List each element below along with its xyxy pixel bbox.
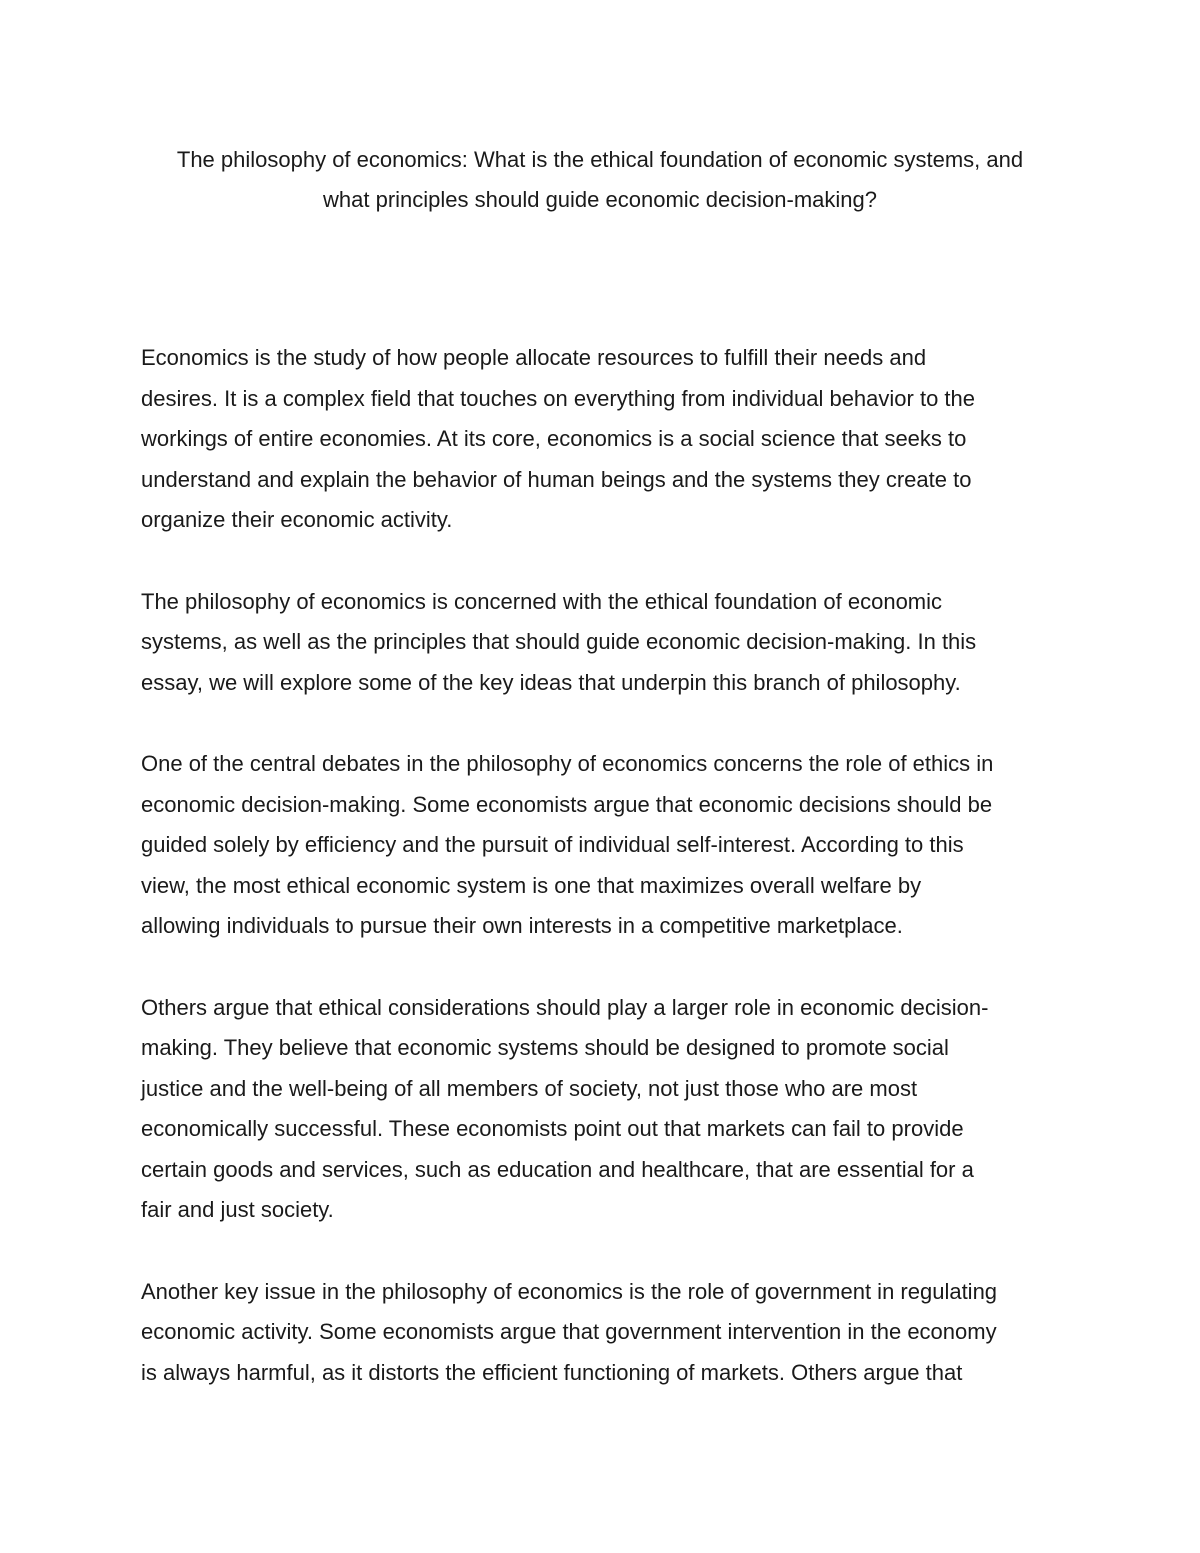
paragraph-2 [141, 582, 1061, 704]
text-line: economic decision-making. Some economists argue that economic decisions should be [141, 791, 993, 817]
text-line: Another key issue in the philosophy of economics is the role of government in regulating [141, 1278, 998, 1304]
text-line: allowing individuals to pursue their own interests in a competitive marketplace. [141, 913, 903, 939]
text-line: certain goods and services, such as education and healthcare, that are essential for a [141, 1156, 974, 1182]
text-line: desires. It is a complex field that touches on everything from individual behavior to the [141, 385, 976, 411]
text-line: guided solely by efficiency and the pursuit of individual self-interest. According to this [141, 832, 964, 858]
text-line: Others argue that ethical considerations should play a larger role in economic decision- [141, 994, 989, 1020]
text-line: making. They believe that economic systems should be designed to promote social [141, 1035, 949, 1061]
paragraph-3 [141, 744, 1061, 947]
text-line: economic activity. Some economists argue that government intervention in the economy [141, 1319, 997, 1345]
text-line: economically successful. These economists point out that markets can fail to provide [141, 1116, 964, 1142]
text-line: organize their economic activity. [141, 507, 453, 533]
text-line: fair and just society. [141, 1197, 334, 1223]
text-line: workings of entire economies. At its core, economics is a social science that seeks to [141, 426, 967, 452]
text-line: systems, as well as the principles that should guide economic decision-making. In this [141, 629, 977, 655]
text-line: Economics is the study of how people allocate resources to fulfill their needs and [141, 345, 927, 370]
paragraph-1 [141, 338, 1061, 541]
text-line: One of the central debates in the philosophy of economics concerns the role of ethics in [141, 750, 994, 776]
paragraph-4 [141, 988, 1061, 1232]
text-line: view, the most ethical economic system is one that maximizes overall welfare by [141, 872, 922, 898]
title-line: what principles should guide economic decision-making? [323, 187, 877, 212]
paragraph-5 [141, 1272, 1061, 1394]
document-body [141, 338, 1061, 1434]
text-line: justice and the well-being of all members of society, not just those who are most [141, 1075, 918, 1101]
text-line: The philosophy of economics is concerned with the ethical foundation of economic [141, 588, 943, 614]
document-title [130, 140, 1070, 220]
text-line: essay, we will explore some of the key ideas that underpin this branch of philosophy. [141, 669, 961, 695]
text-line: understand and explain the behavior of human beings and the systems they create to [141, 466, 972, 492]
title-line: The philosophy of economics: What is the ethical foundation of economic systems, and [176, 147, 1024, 172]
text-line: is always harmful, as it distorts the efficient functioning of markets. Others argue that [141, 1359, 963, 1385]
